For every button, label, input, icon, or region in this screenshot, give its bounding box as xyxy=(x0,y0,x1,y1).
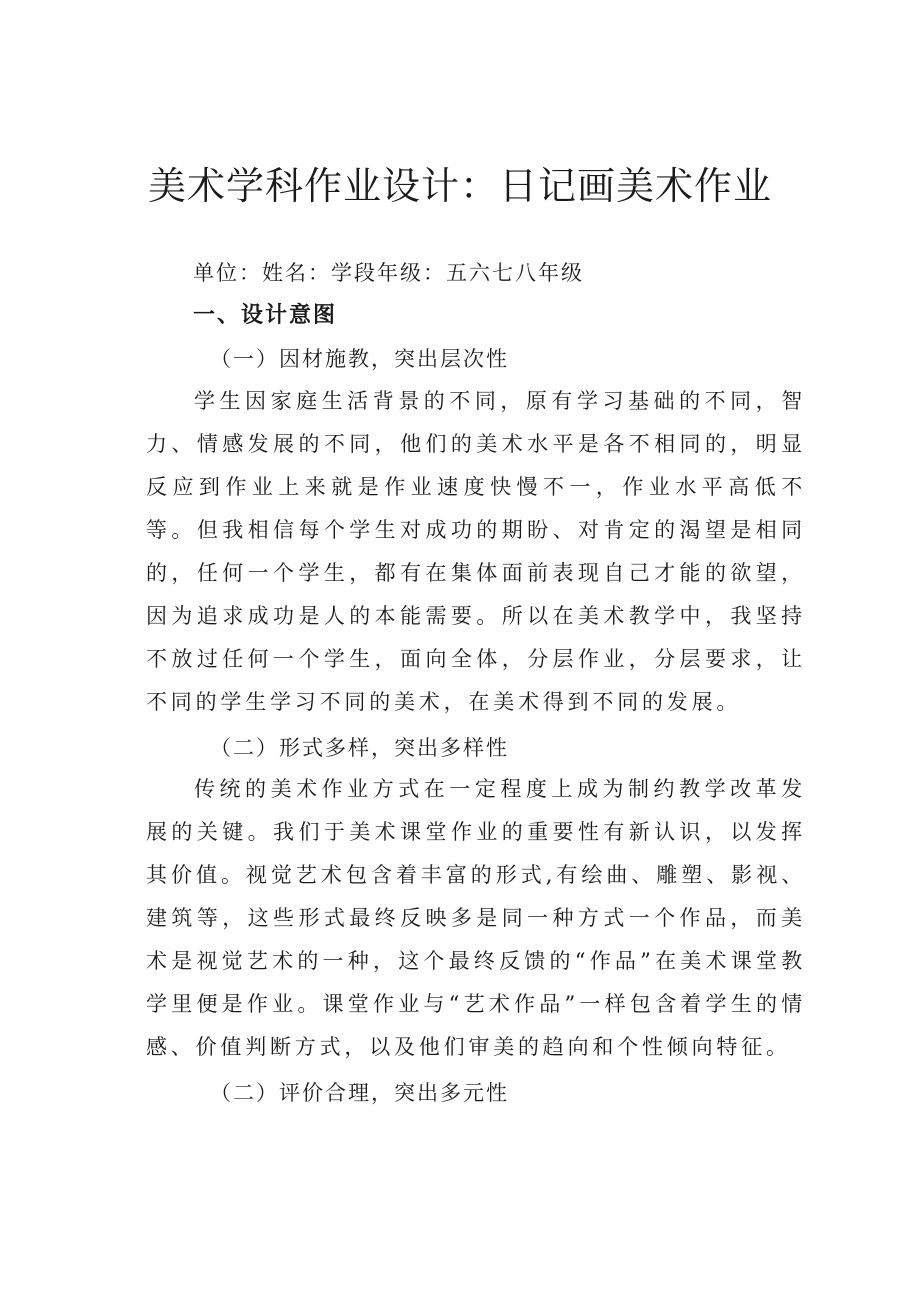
subsection-heading-3: （二）评价合理，突出多元性 xyxy=(210,1081,509,1105)
subsection-heading-1: （一）因材施教，突出层次性 xyxy=(210,347,509,371)
section-heading-design-intent: 一、设计意图 xyxy=(193,303,338,328)
author-meta-line: 单位：姓名：学段年级：五六七八年级 xyxy=(193,261,584,285)
paragraph-2: 传统的美术作业方式在一定程度上成为制约教学改革发展的关键。我们于美术课堂作业的重要性有新认识，以发挥其价值。视觉艺术包含着丰富的形式,有绘曲、雕塑、影视、建筑等，这些形式最终反映多是同一种方式一个作品，而美术是视觉艺术的一种，这个最终反馈的“作品”在美术课堂教学里便是作业。课堂作业与“艺术作品”一样包含着学生的情感、价值判断方式，以及他们审美的趋向和个性倾向特征。 xyxy=(146,777,806,1059)
paragraph-1: 学生因家庭生活背景的不同，原有学习基础的不同，智力、情感发展的不同，他们的美术水平是各不相同的，明显反应到作业上来就是作业速度快慢不一，作业水平高低不等。但我相信每个学生对成功的期盼、对肯定的渴望是相同的，任何一个学生，都有在集体面前表现自己才能的欲望，因为追求成功是人的本能需要。所以在美术教学中，我坚持不放过任何一个学生，面向全体，分层作业，分层要求，让不同的学生学习不同的美术，在美术得到不同的发展。 xyxy=(146,389,806,714)
document-title: 美术学科作业设计：日记画美术作业 xyxy=(147,164,772,208)
subsection-heading-2: （二）形式多样，突出多样性 xyxy=(210,736,509,760)
